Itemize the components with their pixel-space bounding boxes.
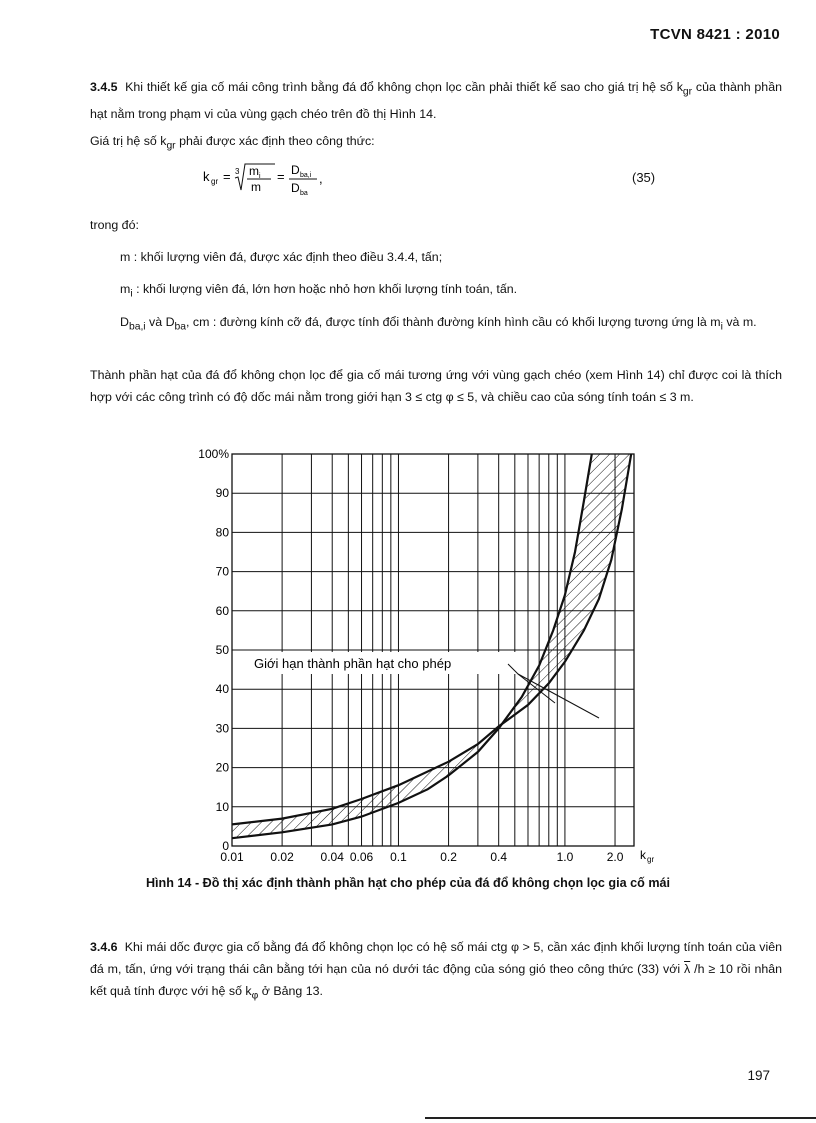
equation-number: (35) (632, 170, 656, 185)
formula-di: D (291, 163, 300, 177)
x-tick-label: 0.06 (349, 850, 374, 864)
y-tick-label: 100% (198, 447, 229, 461)
x-tick-label: 0.02 (270, 850, 294, 864)
footer-rule (425, 1117, 816, 1119)
section-text: Khi mái dốc được gia cố bằng đá đổ không chọn lọc có hệ số mái ctg φ > 5, cần xác định khối lượng tính toán của viên đá m, tấn, ứng với trạng thái cân bằng tới hạn của nó dưới tác động của sóng gió theo công thức (33) với (90, 940, 782, 976)
formula-intro (90, 130, 782, 157)
intro-text-cont: phải được xác định theo công thức: (175, 134, 375, 148)
def-text-cont: : khối lượng viên đá, lớn hơn hoặc nhỏ hơn khối lượng tính toán, tấn. (132, 282, 518, 296)
figure-caption: Hình 14 - Đồ thị xác định thành phần hạt cho phép của đá đổ không chọn lọc gia cố mái (145, 876, 671, 890)
x-axis-label-sub: gr (647, 855, 655, 864)
formula-root-index: 3 (235, 167, 240, 176)
section-3-4-6 (90, 936, 782, 1007)
formula-lhs: k (203, 169, 210, 184)
y-tick-label: 0 (222, 839, 229, 853)
subscript: gr (682, 86, 693, 98)
y-tick-labels (198, 447, 229, 853)
formula-eq1: = (223, 169, 231, 184)
y-tick-label: 70 (215, 564, 229, 579)
intro-text: Giá trị hệ số k (90, 134, 167, 148)
subscript: φ (251, 990, 259, 1002)
section-3-4-5 (90, 76, 782, 125)
section-number: 3.4.5 (90, 80, 118, 94)
def-text: , cm : đường kính cỡ đá, được tính đổi thành đường kính hình cầu có khối lượng tương ứng là m (186, 315, 721, 329)
chart-grid (232, 454, 634, 846)
def-text: D (120, 315, 129, 329)
x-tick-labels (220, 850, 623, 864)
x-tick-label: 2.0 (606, 850, 624, 864)
where-label: trong đó: (90, 218, 139, 232)
allowed-zone-hatch (232, 454, 631, 838)
formula-eq2: = (277, 169, 285, 184)
lambda-symbol: $\overline{\lambda}$ (684, 962, 691, 976)
def-text: và D (145, 315, 175, 329)
formula-m: m (251, 180, 261, 194)
formula-lhs-sub: gr (211, 177, 219, 186)
def-d (90, 311, 782, 338)
figure-14-chart (180, 438, 680, 868)
section-number: 3.4.6 (90, 940, 118, 954)
page-number: 197 (747, 1068, 770, 1083)
y-tick-label: 80 (215, 525, 229, 540)
def-m: m : khối lượng viên đá, được xác định theo điều 3.4.4, tấn; (120, 250, 443, 264)
x-tick-label: 0.4 (490, 850, 508, 864)
subscript: i (130, 288, 133, 300)
subscript: gr (166, 140, 176, 152)
y-tick-label: 90 (215, 486, 229, 501)
formula-mi-sub: i (259, 173, 261, 180)
x-tick-label: 0.01 (220, 850, 244, 864)
subscript: ba (174, 321, 187, 333)
y-tick-label: 50 (215, 643, 229, 657)
formula-d: D (291, 181, 300, 195)
section-text: Khi thiết kế gia cố mái công trình bằng đá đổ không chọn lọc cần phải thiết kế sao cho giá trị hệ số k (125, 80, 683, 94)
def-text: và m. (722, 315, 757, 329)
x-axis-label: k (640, 848, 646, 862)
y-tick-label: 40 (215, 682, 229, 697)
section-text-end: ở Bảng 13. (258, 984, 323, 998)
section-text-cont: /h ≥ 10 rồi nhân kết quả tính được với hệ số k (90, 962, 783, 998)
x-tick-label: 0.2 (440, 850, 457, 864)
paragraph-composition: Thành phần hạt của đá đổ không chọn lọc để gia cố mái tương ứng với vùng gạch chéo (xem Hình 14) chỉ được coi là thích hợp với các công trình có độ dốc mái nằm trong giới hạn 3 ≤ ctg φ ≤ 5, và chiều cao của sóng tính toán ≤ 3 m. (90, 368, 782, 404)
formula-35 (195, 150, 355, 200)
y-tick-label: 10 (215, 799, 229, 814)
formula-di-sub: ba,i (300, 172, 312, 179)
x-tick-label: 0.04 (320, 850, 344, 864)
annotation-label: Giới hạn thành phần hạt cho phép (254, 656, 452, 671)
formula-mi: m (249, 164, 259, 178)
y-tick-label: 30 (215, 721, 229, 736)
x-tick-label: 0.1 (390, 850, 407, 864)
section-text-cont: của thành phần hạt nằm trong phạm vi của vùng gạch chéo trên đồ thị Hình 14. (90, 80, 782, 122)
subscript: ba,i (128, 321, 146, 333)
y-tick-label: 20 (215, 760, 229, 775)
y-tick-label: 60 (215, 603, 229, 618)
formula-comma: , (319, 171, 323, 186)
formula-d-sub: ba (300, 190, 308, 197)
standard-header: TCVN 8421 : 2010 (650, 26, 780, 43)
def-mi (90, 278, 782, 305)
def-text: m (120, 282, 131, 296)
x-tick-label: 1.0 (556, 850, 574, 864)
subscript: i (720, 321, 723, 333)
